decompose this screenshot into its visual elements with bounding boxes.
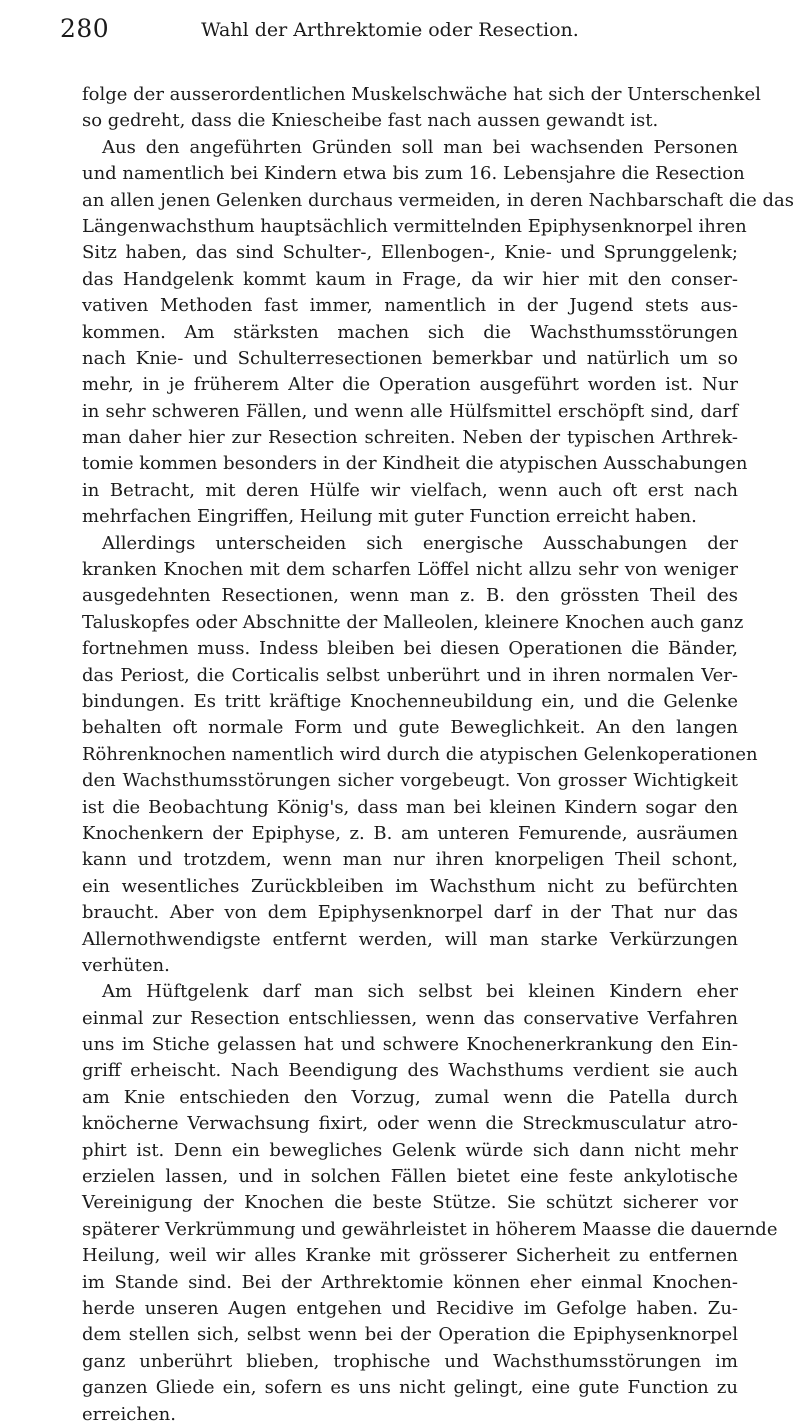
text-line: das Periost, die Corticalis selbst unberührt und in ihren normalen Ver- <box>82 664 738 686</box>
text-line: kommen. Am stärksten machen sich die Wachsthumsstörungen <box>82 321 738 343</box>
text-line: uns im Stiche gelassen hat und schwere Knochenerkrankung den Ein- <box>82 1034 738 1056</box>
text-line: kranken Knochen mit dem scharfen Löffel nicht allzu sehr von weniger <box>82 559 738 581</box>
text-line: behalten oft normale Form und gute Beweglichkeit. An den langen <box>82 717 738 739</box>
text-line: Allerdings unterscheiden sich energische Ausschabungen der <box>102 532 738 554</box>
text-line: den Wachsthumsstörungen sicher vorgebeugt. Von grosser Wichtigkeit <box>82 770 738 792</box>
text-line: bindungen. Es tritt kräftige Knochenneubildung ein, und die Gelenke <box>82 690 738 712</box>
text-line: ganz unberührt blieben, trophische und Wachsthumsstörungen im <box>82 1350 738 1372</box>
body-text <box>82 82 794 1428</box>
text-line: einmal zur Resection entschliessen, wenn das conservative Verfahren <box>82 1007 738 1029</box>
text-line: Am Hüftgelenk darf man sich selbst bei kleinen Kindern eher <box>102 981 738 1003</box>
paragraph <box>82 82 761 135</box>
text-line: Knochenkern der Epiphyse, z. B. am unteren Femurende, ausräumen <box>82 822 738 844</box>
text-line: griff erheischt. Nach Beendigung des Wachsthums verdient sie auch <box>82 1060 738 1082</box>
text-line: knöcherne Verwachsung fixirt, oder wenn die Streckmusculatur atro- <box>82 1113 738 1135</box>
text-line: vativen Methoden fast immer, namentlich in der Jugend stets aus- <box>82 295 738 317</box>
text-line: erreichen. <box>82 1403 176 1425</box>
text-line: und namentlich bei Kindern etwa bis zum 16. Lebensjahre die Resection <box>82 163 745 185</box>
text-line: Allernothwendigste entfernt werden, will man starke Verkürzungen <box>82 928 738 950</box>
text-line: ganzen Gliede ein, sofern es uns nicht gelingt, eine gute Function zu <box>82 1377 738 1399</box>
text-line: so gedreht, dass die Kniescheibe fast nach aussen gewandt ist. <box>82 110 659 132</box>
text-line: dem stellen sich, selbst wenn bei der Operation die Epiphysenknorpel <box>82 1324 738 1346</box>
text-line: herde unseren Augen entgehen und Recidive im Gefolge haben. Zu- <box>82 1297 738 1319</box>
text-line: an allen jenen Gelenken durchaus vermeiden, in deren Nachbarschaft die das <box>82 189 794 211</box>
page-number: 280 <box>60 14 110 43</box>
running-head <box>60 10 720 50</box>
text-line: Längenwachsthum hauptsächlich vermittelnden Epiphysenknorpel ihren <box>82 215 747 237</box>
paragraph <box>82 979 778 1428</box>
text-line: tomie kommen besonders in der Kindheit die atypischen Ausschabungen <box>82 453 748 475</box>
text-line: im Stande sind. Bei der Arthrektomie können eher einmal Knochen- <box>82 1271 738 1293</box>
text-line: Aus den angeführten Gründen soll man bei wachsenden Personen <box>102 136 738 158</box>
text-line: nach Knie- und Schulterresectionen bemerkbar und natürlich um so <box>82 347 738 369</box>
text-line: erzielen lassen, und in solchen Fällen bietet eine feste ankylotische <box>82 1166 738 1188</box>
text-line: mehr, in je früherem Alter die Operation ausgeführt worden ist. Nur <box>82 374 738 396</box>
paragraph <box>82 135 794 531</box>
text-line: ausgedehnten Resectionen, wenn man z. B. den grössten Theil des <box>82 585 738 607</box>
text-line: Taluskopfes oder Abschnitte der Malleolen, kleinere Knochen auch ganz <box>82 611 744 633</box>
text-line: Röhrenknochen namentlich wird durch die atypischen Gelenkoperationen <box>82 743 758 765</box>
text-line: folge der ausserordentlichen Muskelschwäche hat sich der Unterschenkel <box>82 84 761 105</box>
text-line: phirt ist. Denn ein bewegliches Gelenk würde sich dann nicht mehr <box>82 1139 738 1161</box>
text-line: fortnehmen muss. Indess bleiben bei diesen Operationen die Bänder, <box>82 638 738 660</box>
text-line: mehrfachen Eingriffen, Heilung mit guter Function erreicht haben. <box>82 506 697 528</box>
text-line: ein wesentliches Zurückbleiben im Wachsthum nicht zu befürchten <box>82 875 738 897</box>
running-title: Wahl der Arthrektomie oder Resection. <box>201 19 579 41</box>
text-line: am Knie entschieden den Vorzug, zumal wenn die Patella durch <box>82 1086 738 1108</box>
text-line: kann und trotzdem, wenn man nur ihren knorpeligen Theil schont, <box>82 849 738 871</box>
paragraph <box>82 531 758 980</box>
text-line: in Betracht, mit deren Hülfe wir vielfach, wenn auch oft erst nach <box>82 479 738 501</box>
text-line: Vereinigung der Knochen die beste Stütze. Sie schützt sicherer vor <box>82 1192 738 1214</box>
text-line: Heilung, weil wir alles Kranke mit grösserer Sicherheit zu entfernen <box>82 1245 738 1267</box>
text-line: man daher hier zur Resection schreiten. Neben der typischen Arthrek- <box>82 427 738 449</box>
text-line: verhüten. <box>82 954 170 976</box>
text-line: in sehr schweren Fällen, und wenn alle Hülfsmittel erschöpft sind, darf <box>82 400 738 422</box>
text-line: ist die Beobachtung König's, dass man bei kleinen Kindern sogar den <box>82 796 738 818</box>
text-line: das Handgelenk kommt kaum in Frage, da wir hier mit den conser- <box>82 268 738 290</box>
text-line: späterer Verkrümmung und gewährleistet in höherem Maasse die dauernde <box>82 1218 778 1240</box>
text-line: braucht. Aber von dem Epiphysenknorpel darf in der That nur das <box>82 902 738 924</box>
text-line: Sitz haben, das sind Schulter-, Ellenbogen-, Knie- und Sprunggelenk; <box>82 242 738 264</box>
